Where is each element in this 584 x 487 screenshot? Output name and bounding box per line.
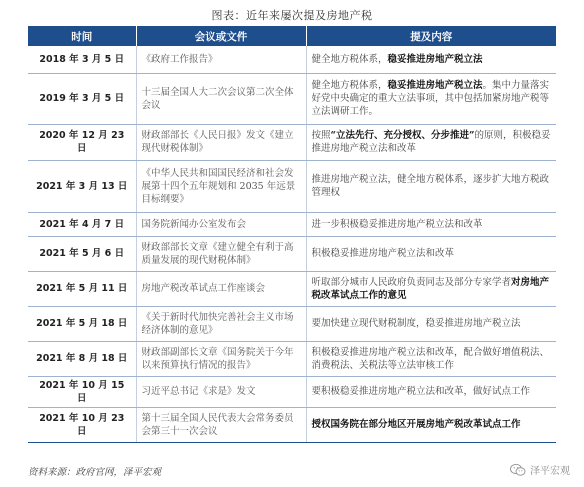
- content-text: 进一步积极稳妥推进房地产税立法和改革: [311, 218, 483, 230]
- row-content: [306, 341, 556, 376]
- row-meeting: 房地产税改革试点工作座谈会: [136, 271, 306, 306]
- table-row: [28, 73, 556, 124]
- row-content: [306, 46, 556, 73]
- table-header: [28, 26, 556, 46]
- row-meeting: 《关于新时代加快完善社会主义市场经济体制的意见》: [136, 306, 306, 341]
- row-date: 2021 年 3 月 13 日: [28, 160, 136, 212]
- content-bold: 稳妥推进房地产税立法: [387, 80, 483, 91]
- header-date: 时间: [28, 26, 136, 46]
- content-text: 听取部分城市人民政府负责同志及部分专家学者: [311, 276, 512, 288]
- content-bold: 稳妥推进房地产税立法: [387, 53, 483, 65]
- table-row: [28, 376, 556, 407]
- row-meeting: 《中华人民共和国国民经济和社会发展第十四个五年规划和 2035 年远景目标纲要》: [136, 160, 306, 212]
- row-content: [306, 271, 556, 306]
- row-content: [306, 306, 556, 341]
- row-content: [306, 124, 556, 160]
- row-content: [306, 407, 556, 442]
- table-row: [28, 271, 556, 306]
- content-text: 积极稳妥推进房地产税立法和改革: [311, 248, 455, 259]
- table-row: [28, 306, 556, 341]
- header-content: 提及内容: [306, 26, 556, 46]
- table-row: [28, 212, 556, 236]
- table-row: [28, 46, 556, 73]
- content-text: 推进房地产税立法，健全地方税体系，逐步扩大地方税政管理权: [311, 174, 550, 198]
- content-text: 要加快建立现代财税制度，稳妥推进房地产税立法: [311, 318, 521, 329]
- table-row: [28, 160, 556, 212]
- content-text: 积极稳妥推进房地产税立法和改革，配合做好增值税法、消费税法、关税法等立法审核工作: [311, 346, 550, 371]
- table-row: [28, 124, 556, 160]
- content-bold: 对房地产税改革试点工作的意见: [311, 276, 550, 301]
- content-text: 的原则，积极稳妥推进房地产税立法和改革: [311, 130, 551, 154]
- row-content: [306, 73, 556, 124]
- row-date: 2021 年 10 月 15 日: [28, 376, 136, 407]
- row-content: [306, 376, 556, 407]
- table-body: [28, 46, 556, 442]
- policy-table: [28, 26, 556, 443]
- row-date: 2020 年 12 月 23 日: [28, 124, 136, 160]
- row-meeting: 习近平总书记《求是》发文: [136, 376, 306, 407]
- table-row: [28, 236, 556, 271]
- content-text: 按照: [311, 130, 331, 141]
- row-meeting: 《政府工作报告》: [136, 46, 306, 73]
- row-meeting: 十三届全国人大二次会议第二次全体会议: [136, 73, 306, 124]
- watermark: [510, 462, 570, 477]
- table-row: [28, 341, 556, 376]
- row-content: [306, 236, 556, 271]
- header-meeting: 会议或文件: [136, 26, 306, 46]
- row-date: 2021 年 5 月 11 日: [28, 271, 136, 306]
- row-meeting: 国务院新闻办公室发布会: [136, 212, 306, 236]
- content-text: 。集中力量落实好党中央确定的重大立法事项，其中包括加紧房地产税等立法调研工作。: [311, 80, 550, 117]
- row-date: 2021 年 4 月 7 日: [28, 212, 136, 236]
- content-bold: “立法先行、充分授权、分步推进”: [330, 130, 475, 141]
- content-text: 健全地方税体系，: [311, 80, 388, 91]
- watermark-text: 泽平宏观: [530, 466, 570, 477]
- row-date: 2021 年 10 月 23 日: [28, 407, 136, 442]
- row-date: 2021 年 5 月 18 日: [28, 306, 136, 341]
- row-date: 2018 年 3 月 5 日: [28, 46, 136, 73]
- row-meeting: 第十三届全国人民代表大会常务委员会第三十一次会议: [136, 407, 306, 442]
- source-note: 资料来源：政府官网，泽平宏观: [28, 467, 162, 478]
- row-content: [306, 212, 556, 236]
- content-text: 健全地方税体系，: [311, 53, 388, 65]
- row-meeting: 财政部部长文章《建立健全有利于高质量发展的现代财税体制》: [136, 236, 306, 271]
- wechat-icon: [510, 463, 526, 477]
- table-row: [28, 407, 556, 442]
- row-date: 2021 年 8 月 18 日: [28, 341, 136, 376]
- row-content: [306, 160, 556, 212]
- row-date: 2019 年 3 月 5 日: [28, 73, 136, 124]
- row-meeting: 财政部副部长文章《国务院关于今年以来预算执行情况的报告》: [136, 341, 306, 376]
- figure-caption: 图表：近年来屡次提及房地产税: [211, 9, 373, 22]
- row-date: 2021 年 5 月 6 日: [28, 236, 136, 271]
- row-meeting: 财政部部长《人民日报》发文《建立现代财税体制》: [136, 124, 306, 160]
- content-bold: 授权国务院在部分地区开展房地产税改革试点工作: [311, 419, 521, 430]
- content-text: 要积极稳妥推进房地产税立法和改革，做好试点工作: [311, 386, 531, 397]
